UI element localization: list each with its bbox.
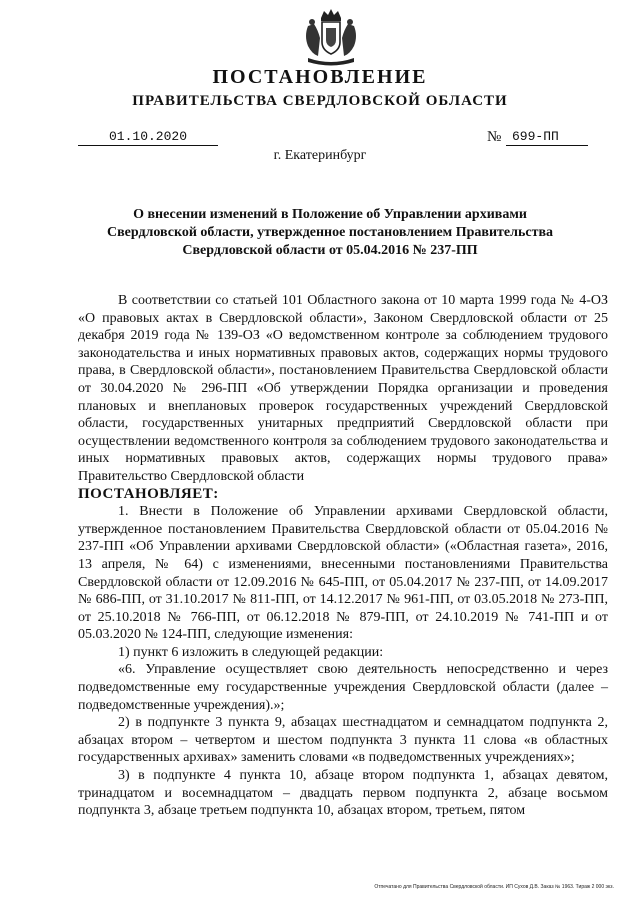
number-label: № <box>487 129 502 145</box>
coat-of-arms-emblem <box>300 8 362 68</box>
body-paragraph-4: 2) в подпункте 3 пункта 9, абзацах шестнадцатом и семнадцатом подпункта 2, абзацах втором – четвертом и шестом подпункта 3 пункта 11 слова «в областных государственных архивах» заменить словами «в подведомственных учреждениях»; <box>78 715 608 766</box>
print-imprint-footer: Отпечатано для Правительства Свердловской области. ИП Сухов Д.В. Заказ № 1963. Тираж 2 000 экз. <box>374 884 614 890</box>
issuer-heading: ПРАВИТЕЛЬСТВА СВЕРДЛОВСКОЙ ОБЛАСТИ <box>132 93 508 109</box>
issue-city: г. Екатеринбург <box>273 148 367 163</box>
decree-heading: ПОСТАНОВЛЯЕТ: <box>78 485 219 502</box>
document-type-heading: ПОСТАНОВЛЕНИЕ <box>212 66 428 88</box>
body-paragraph-1: 1. Внести в Положение об Управлении архивами Свердловской области, утвержденное постановлением Правительства Свердловской области от 05.04.2016 № 237-ПП «Об Управлении архивами Свердловской области» («Областная газета», 2016, 13 апреля, № 64) с изменениями, внесенными постановлениями Правительства Свердловской области от 12.09.2016 № 645-ПП, от 05.04.2017 № 237-ПП, от 14.09.2017 № 686-ПП, от 31.10.2017 № 811-ПП, от 14.12.2017 № 961-ПП, от 03.05.2018 № 273-ПП, от 25.10.2018 № 766-ПП, от 06.12.2018 № 879-ПП, от 24.10.2019 № 741-ПП и от 05.03.2020 № 124-ПП, следующие изменения: <box>78 504 608 643</box>
document-body <box>78 292 608 820</box>
body-paragraph-2: 1) пункт 6 изложить в следующей редакции: <box>118 644 384 660</box>
preamble-paragraph: В соответствии со статьей 101 Областного закона от 10 марта 1999 года № 4-ОЗ «О правовых актах в Свердловской области», Законом Свердловской области от 25 декабря 2019 года № 139-ОЗ «О ведомственном контроле за соблюдением трудового законодательства и иных нормативных правовых актов, содержащих нормы трудового права, в Свердловской области», постановлением Правительства Свердловской области от 30.04.2020 № 296-ПП «Об утверждении Порядка организации и проведения плановых и внеплановых проверок государственных учреждений Свердловской области, государственных унитарных предприятий Свердловской области при осуществлении ведомственного контроля за соблюдением трудового законодательства и иных нормативных правовых актов, содержащих нормы трудового права» Правительство Свердловской области <box>78 293 608 484</box>
body-paragraph-3: «6. Управление осуществляет свою деятельность непосредственно и через подведомственные ему государственные учреждения Свердловской области (далее – подведомственные учреждения).»; <box>78 662 608 713</box>
document-date: 01.10.2020 <box>78 129 218 146</box>
document-number: 699-ПП <box>506 129 588 146</box>
document-title: О внесении изменений в Положение об Управлении архивами Свердловской области, утвержденное постановлением Правительства Свердловской области от 05.04.2016 № 237-ПП <box>106 207 554 258</box>
body-paragraph-5: 3) в подпункте 4 пункта 10, абзаце втором подпункта 1, абзацах девятом, тринадцатом и восемнадцатом – двадцать первом подпункта 2, абзаце восьмом подпункта 3, абзаце третьем подпункта 10, абзацах втором, третьем, пятом <box>78 768 608 819</box>
